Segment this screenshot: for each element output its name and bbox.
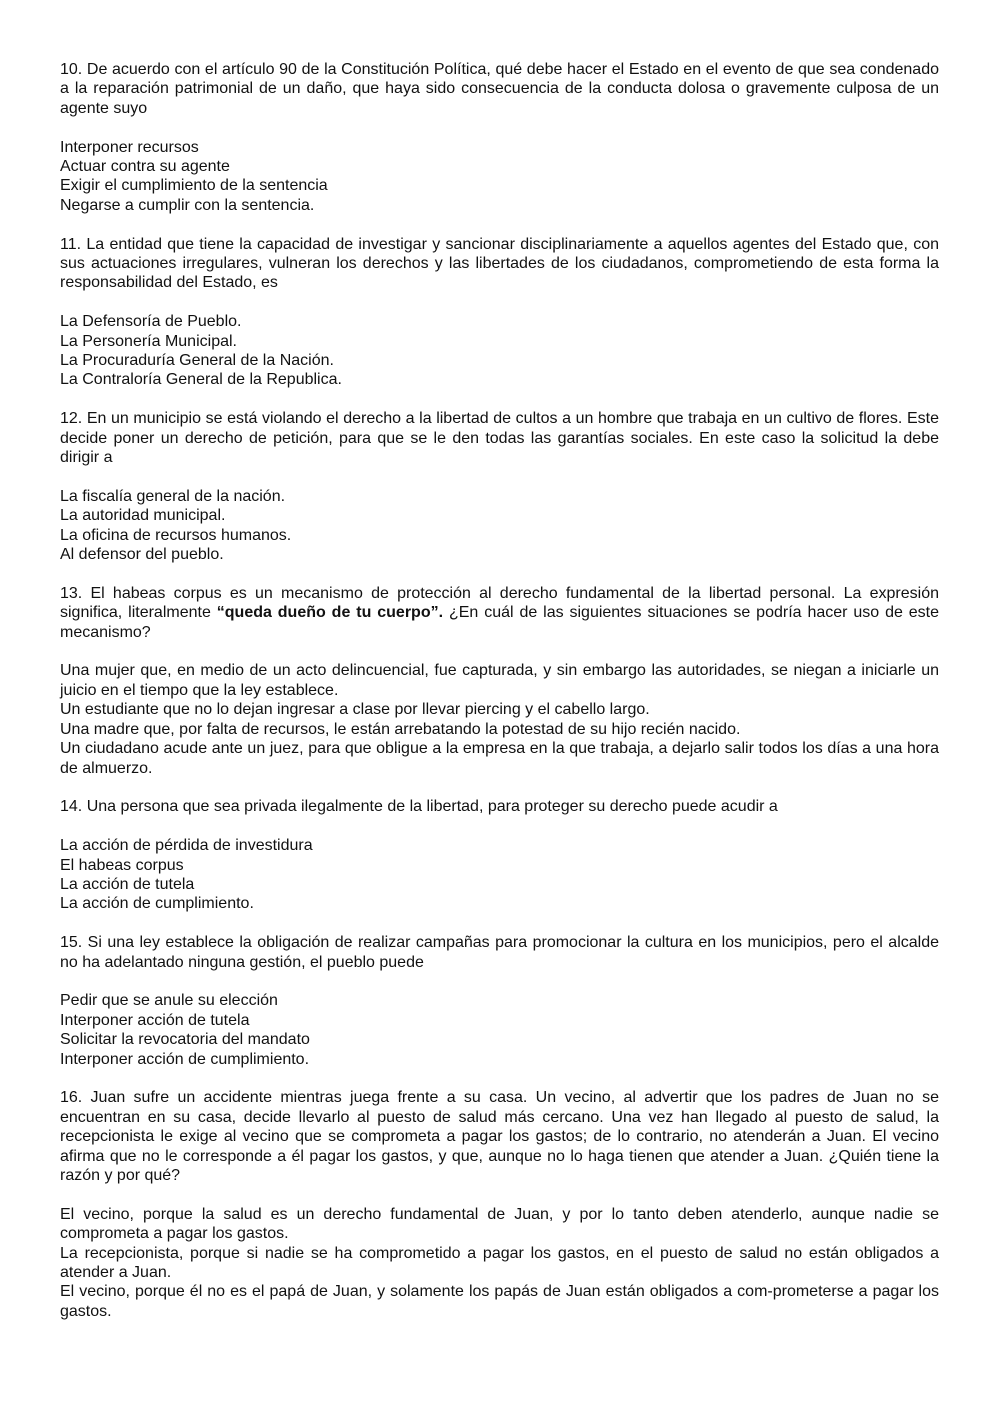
answer-option[interactable]: La acción de cumplimiento.: [60, 895, 254, 913]
answer-option[interactable]: La Contraloría General de la Republica.: [60, 371, 342, 389]
answer-option[interactable]: Una madre que, por falta de recursos, le están arrebatando la potestad de su hijo recién nacido.: [60, 720, 741, 738]
question-11-options: [60, 312, 939, 390]
question-13: [60, 584, 939, 778]
answer-option[interactable]: La acción de pérdida de investidura: [60, 837, 313, 855]
answer-option[interactable]: La Procuraduría General de la Nación.: [60, 352, 334, 370]
answer-option[interactable]: Negarse a cumplir con la sentencia.: [60, 196, 315, 214]
question-11: [60, 235, 939, 390]
answer-option[interactable]: Interponer recursos: [60, 138, 199, 156]
answer-option[interactable]: La acción de tutela: [60, 875, 195, 893]
question-13-stem-question: ¿En cuál de las siguientes situaciones se podría hacer uso de este mecanismo?: [60, 604, 940, 641]
question-13-options: [60, 661, 939, 777]
question-10: [60, 60, 939, 215]
answer-option[interactable]: La Personería Municipal.: [60, 332, 237, 350]
answer-option[interactable]: La oficina de recursos humanos.: [60, 526, 292, 544]
answer-option[interactable]: Exigir el cumplimiento de la sentencia: [60, 177, 328, 195]
question-12: [60, 409, 939, 564]
question-16-stem: 16. Juan sufre un accidente mientras juega frente a su casa. Un vecino, al advertir que los padres de Juan no se encuentran en su casa, decide llevarlo al puesto de salud más cercano. Una vez han llegado al puesto de salud, la recepcionista le exige al vecino que se comprometa a pagar los gastos; de lo contrario, no atenderán a Juan. El vecino afirma que no le corresponde a él pagar los gastos, y que, aunque no lo haga tienen que atender a Juan. ¿Quién tiene la razón y por qué?: [60, 1089, 939, 1184]
answer-option[interactable]: La recepcionista, porque si nadie se ha comprometido a pagar los gastos, en el puesto de salud no están obligados a atender a Juan.: [60, 1244, 939, 1281]
answer-option[interactable]: Al defensor del pueblo.: [60, 546, 224, 564]
question-16-options: [60, 1205, 939, 1321]
answer-option[interactable]: El vecino, porque él no es el papá de Juan, y solamente los papás de Juan están obligados a com-prometerse a pagar los gastos.: [60, 1283, 939, 1320]
answer-option[interactable]: El habeas corpus: [60, 856, 184, 874]
answer-option[interactable]: La autoridad municipal.: [60, 507, 226, 525]
question-12-stem: 12. En un municipio se está violando el derecho a la libertad de cultos a un hombre que trabaja en un cultivo de flores. Este decide poner un derecho de petición, para que se le den todas las garantías sociales. En este caso la solicitud la debe dirigir a: [60, 410, 939, 467]
question-10-options: [60, 138, 939, 216]
question-15-options: [60, 991, 939, 1069]
question-13-quote: “queda dueño de tu cuerpo”.: [216, 604, 444, 622]
question-13-stem: [60, 584, 939, 642]
question-16: [60, 1088, 939, 1321]
answer-option[interactable]: Un estudiante que no lo dejan ingresar a clase por llevar piercing y el cabello largo.: [60, 701, 650, 719]
question-11-stem: 11. La entidad que tiene la capacidad de investigar y sancionar disciplinariamente a aquellos agentes del Estado que, con sus actuaciones irregulares, vulneran los derechos y las libertades de los ciudadanos, comprometiendo de esta forma la responsabilidad del Estado, es: [60, 235, 939, 292]
answer-option[interactable]: Un ciudadano acude ante un juez, para que obligue a la empresa en la que trabaja, a dejarlo salir todos los días a una hora de almuerzo.: [60, 740, 939, 777]
answer-option[interactable]: Actuar contra su agente: [60, 158, 230, 176]
question-13-stem-text: 13. El habeas corpus es un mecanismo de protección al derecho fundamental de la libertad personal. La expresión significa, literalmente: [60, 584, 939, 622]
question-15: [60, 933, 939, 1069]
answer-option[interactable]: Una mujer que, en medio de un acto delincuencial, fue capturada, y sin embargo las autoridades, se niegan a iniciarle un juicio en el tiempo que la ley establece.: [60, 662, 939, 699]
answer-option[interactable]: Interponer acción de tutela: [60, 1011, 250, 1029]
answer-option[interactable]: El vecino, porque la salud es un derecho fundamental de Juan, y por lo tanto deben atenderlo, aunque nadie se comprometa a pagar los gastos.: [60, 1205, 939, 1243]
question-14: [60, 797, 939, 913]
answer-option[interactable]: Interponer acción de cumplimiento.: [60, 1050, 310, 1068]
question-15-stem: 15. Si una ley establece la obligación de realizar campañas para promocionar la cultura en los municipios, pero el alcalde no ha adelantado ninguna gestión, el pueblo puede: [60, 934, 939, 971]
answer-option[interactable]: Solicitar la revocatoria del mandato: [60, 1031, 310, 1049]
question-10-stem: 10. De acuerdo con el artículo 90 de la Constitución Política, qué debe hacer el Estado en el evento de que sea condenado a la reparación patrimonial de un daño, que haya sido consecuencia de la conducta dolosa o gravemente culposa de un agente suyo: [60, 61, 939, 117]
answer-option[interactable]: La fiscalía general de la nación.: [60, 487, 286, 505]
question-12-options: [60, 487, 939, 565]
answer-option[interactable]: La Defensoría de Pueblo.: [60, 313, 242, 331]
question-14-options: [60, 836, 939, 914]
answer-option[interactable]: Pedir que se anule su elección: [60, 992, 278, 1010]
question-14-stem: 14. Una persona que sea privada ilegalmente de la libertad, para proteger su derecho puede acudir a: [60, 798, 778, 816]
worksheet-page: [60, 60, 939, 1341]
